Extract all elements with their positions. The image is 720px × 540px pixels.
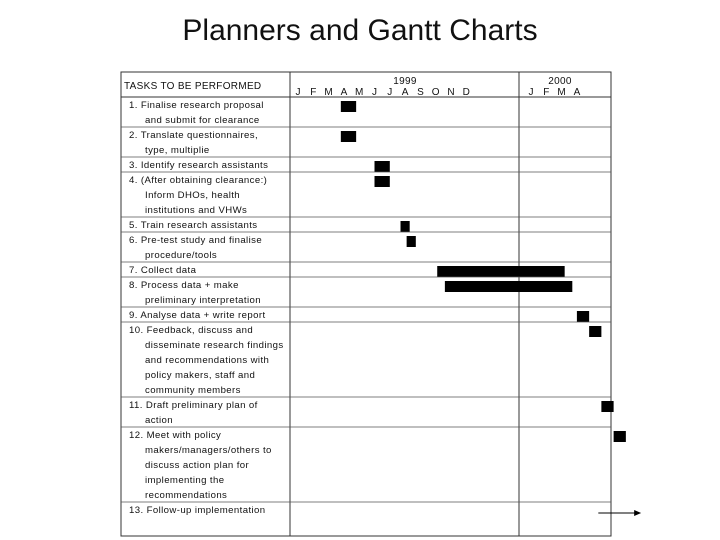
task-label: 2. Translate questionnaires,	[129, 130, 259, 141]
gantt-bar	[341, 131, 356, 142]
task-label: 11. Draft preliminary plan of	[129, 400, 258, 411]
task-label: discuss action plan for	[145, 460, 250, 471]
task-label: institutions and VHWs	[145, 205, 248, 216]
gantt-bar	[445, 281, 572, 292]
task-label: preliminary interpretation	[145, 295, 261, 306]
task-label: 3. Identify research assistants	[129, 160, 269, 171]
task-label: policy makers, staff and	[145, 370, 256, 381]
month-label: F	[543, 87, 550, 98]
month-label: J	[528, 87, 534, 98]
month-label: M	[557, 87, 566, 98]
task-label: Inform DHOs, health	[145, 190, 241, 201]
gantt-bar	[401, 221, 410, 232]
month-label: J	[372, 87, 377, 98]
task-label: 1. Finalise research proposal	[129, 100, 264, 111]
gantt-bar	[577, 311, 589, 322]
gantt-bar	[375, 176, 390, 187]
year-label: 2000	[548, 76, 572, 87]
task-label: disseminate research findings	[145, 340, 284, 351]
month-label: S	[417, 87, 424, 98]
slide-title: Planners and Gantt Charts	[182, 14, 538, 47]
gantt-bar	[589, 326, 601, 337]
month-label: M	[324, 87, 333, 98]
task-label: implementing the	[145, 475, 225, 486]
month-label: N	[447, 87, 455, 98]
gantt-bar	[614, 431, 626, 442]
tasks-header: TASKS TO BE PERFORMED	[124, 81, 262, 92]
task-label: 5. Train research assistants	[129, 220, 258, 231]
task-label: community members	[145, 385, 241, 396]
task-label: recommendations	[145, 490, 228, 501]
month-label: A	[401, 87, 409, 98]
gantt-bar	[375, 161, 390, 172]
task-label: 9. Analyse data + write report	[129, 310, 266, 321]
task-label: makers/managers/others to	[145, 445, 272, 456]
year-label: 1999	[393, 76, 417, 87]
task-label: 4. (After obtaining clearance:)	[129, 175, 268, 186]
month-label: M	[355, 87, 364, 98]
task-label: 13. Follow-up implementation	[129, 505, 266, 516]
task-label: 8. Process data + make	[129, 280, 239, 291]
task-label: action	[145, 415, 174, 426]
task-label: and submit for clearance	[145, 115, 260, 126]
month-label: F	[310, 87, 317, 98]
task-label: type, multiplie	[145, 145, 210, 156]
task-label: 10. Feedback, discuss and	[129, 325, 254, 336]
task-label: 7. Collect data	[129, 265, 197, 276]
month-label: D	[462, 87, 470, 98]
gantt-bar	[601, 401, 613, 412]
gantt-bar	[341, 101, 356, 112]
gantt-bar	[407, 236, 416, 247]
month-label: J	[295, 87, 301, 98]
month-label: J	[387, 87, 393, 98]
task-label: procedure/tools	[145, 250, 218, 261]
task-label: 6. Pre-test study and finalise	[129, 235, 263, 246]
month-label: O	[431, 87, 440, 98]
task-label: 12. Meet with policy	[129, 430, 222, 441]
task-label: and recommendations with	[145, 355, 270, 366]
month-label: A	[573, 87, 581, 98]
gantt-bar	[437, 266, 564, 277]
arrow-head	[634, 510, 641, 516]
month-label: A	[340, 87, 348, 98]
